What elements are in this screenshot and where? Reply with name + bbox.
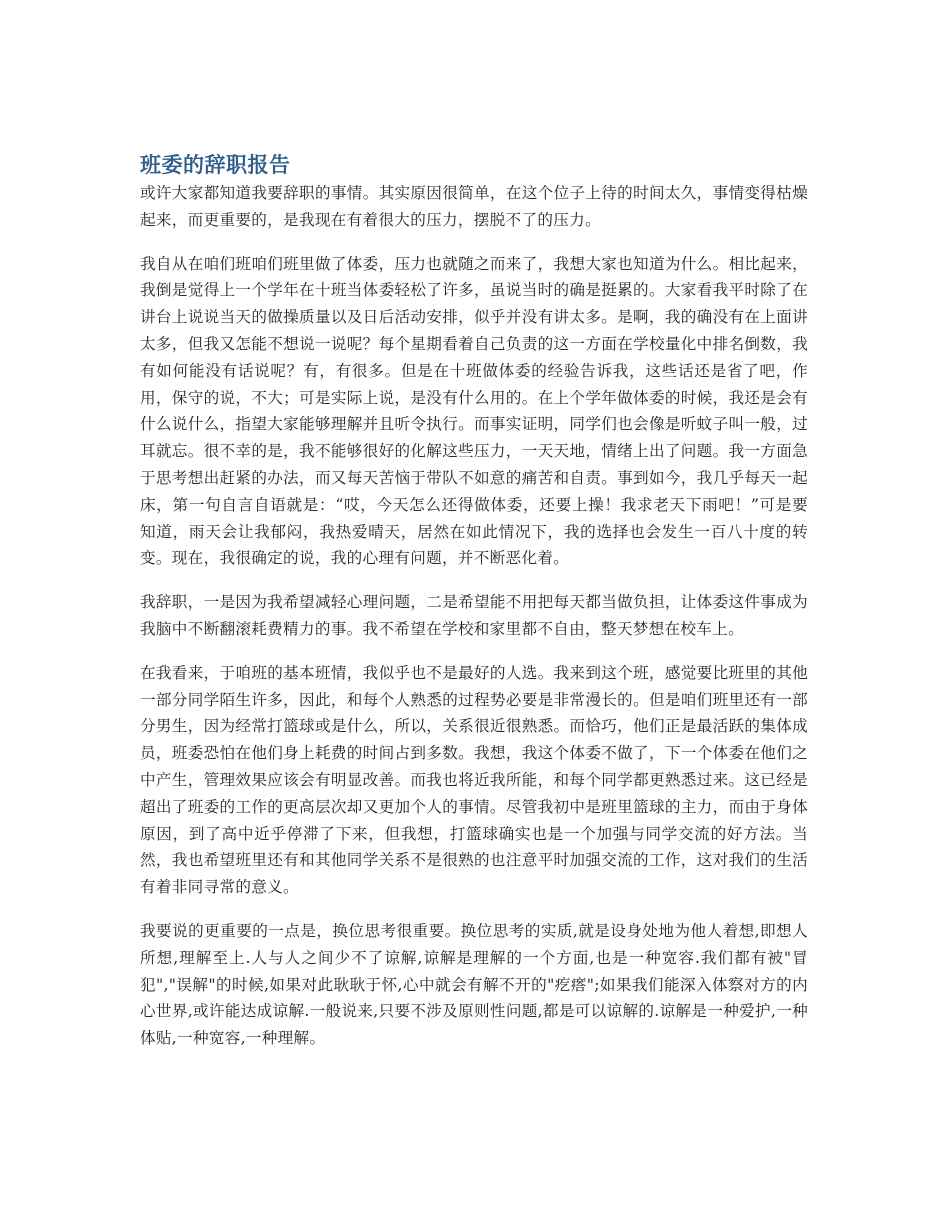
document-title: 班委的辞职报告 <box>140 152 291 177</box>
paragraph-5: 我要说的更重要的一点是，换位思考很重要。换位思考的实质,就是设身处地为他人着想,即想人所想,理解至上.人与人之间少不了谅解,谅解是理解的一个方面,也是一种宽容.我们都有被"冒犯","误解"的时候,如果对此耿耿于怀,心中就会有解不开的"疙瘩";如果我们能深入体察对方的内心世界,或许能达成谅解.一般说来,只要不涉及原则性问题,都是可以谅解的.谅解是一种爱护,一种体贴,一种宽容,一种理解。 <box>140 921 808 1048</box>
paragraph-1: 或许大家都知道我要辞职的事情。其实原因很简单，在这个位子上待的时间太久，事情变得枯燥起来，而更重要的，是我现在有着很大的压力，摆脱不了的压力。 <box>140 184 808 229</box>
paragraph-2: 我自从在咱们班咱们班里做了体委，压力也就随之而来了，我想大家也知道为什么。相比起来，我倒是觉得上一个学年在十班当体委轻松了许多，虽说当时的确是挺累的。大家看我平时除了在讲台上说说当天的做操质量以及日后活动安排，似乎并没有讲太多。是啊，我的确没有在上面讲太多，但我又怎能不想说一说呢？每个星期看着自己负责的这一方面在学校量化中排名倒数，我有如何能没有话说呢？有，有很多。但是在十班做体委的经验告诉我，这些话还是省了吧，作用，保守的说，不大；可是实际上说，是没有什么用的。在上个学年做体委的时候，我还是会有什么说什么，指望大家能够理解并且听令执行。而事实证明，同学们也会像是听蚊子叫一般，过耳就忘。很不幸的是，我不能够很好的化解这些压力，一天天地，情绪上出了问题。我一方面急于思考想出赶紧的办法，而又每天苦恼于带队不如意的痛苦和自责。事到如今，我几乎每天一起床，第一句自言自语就是：“哎，今天怎么还得做体委，还要上操！我求老天下雨吧！”可是要知道，雨天会让我郁闷，我热爱晴天，居然在如此情况下，我的选择也会发生一百八十度的转变。现在，我很确定的说，我的心理有问题，并不断恶化着。 <box>140 254 808 568</box>
document-body <box>140 150 808 1069</box>
paragraph-3: 我辞职，一是因为我希望减轻心理问题，二是希望能不用把每天都当做负担，让体委这件事成为我脑中不断翻滚耗费精力的事。我不希望在学校和家里都不自由，整天梦想在校车上。 <box>140 593 808 638</box>
paragraph-4: 在我看来，于咱班的基本班情，我似乎也不是最好的人选。我来到这个班，感觉要比班里的其他一部分同学陌生许多，因此，和每个人熟悉的过程势必要是非常漫长的。但是咱们班里还有一部分男生，因为经常打篮球或是什么，所以，关系很近很熟悉。而恰巧，他们正是最活跃的集体成员，班委恐怕在他们身上耗费的时间占到多数。我想，我这个体委不做了，下一个体委在他们之中产生，管理效果应该会有明显改善。而我也将近我所能，和每个同学都更熟悉过来。这已经是超出了班委的工作的更高层次却又更加个人的事情。尽管我初中是班里篮球的主力，而由于身体原因，到了高中近乎停滞了下来，但我想，打篮球确实也是一个加强与同学交流的好方法。当然，我也希望班里还有和其他同学关系不是很熟的也注意平时加强交流的工作，这对我们的生活有着非同寻常的意义。 <box>140 663 808 897</box>
